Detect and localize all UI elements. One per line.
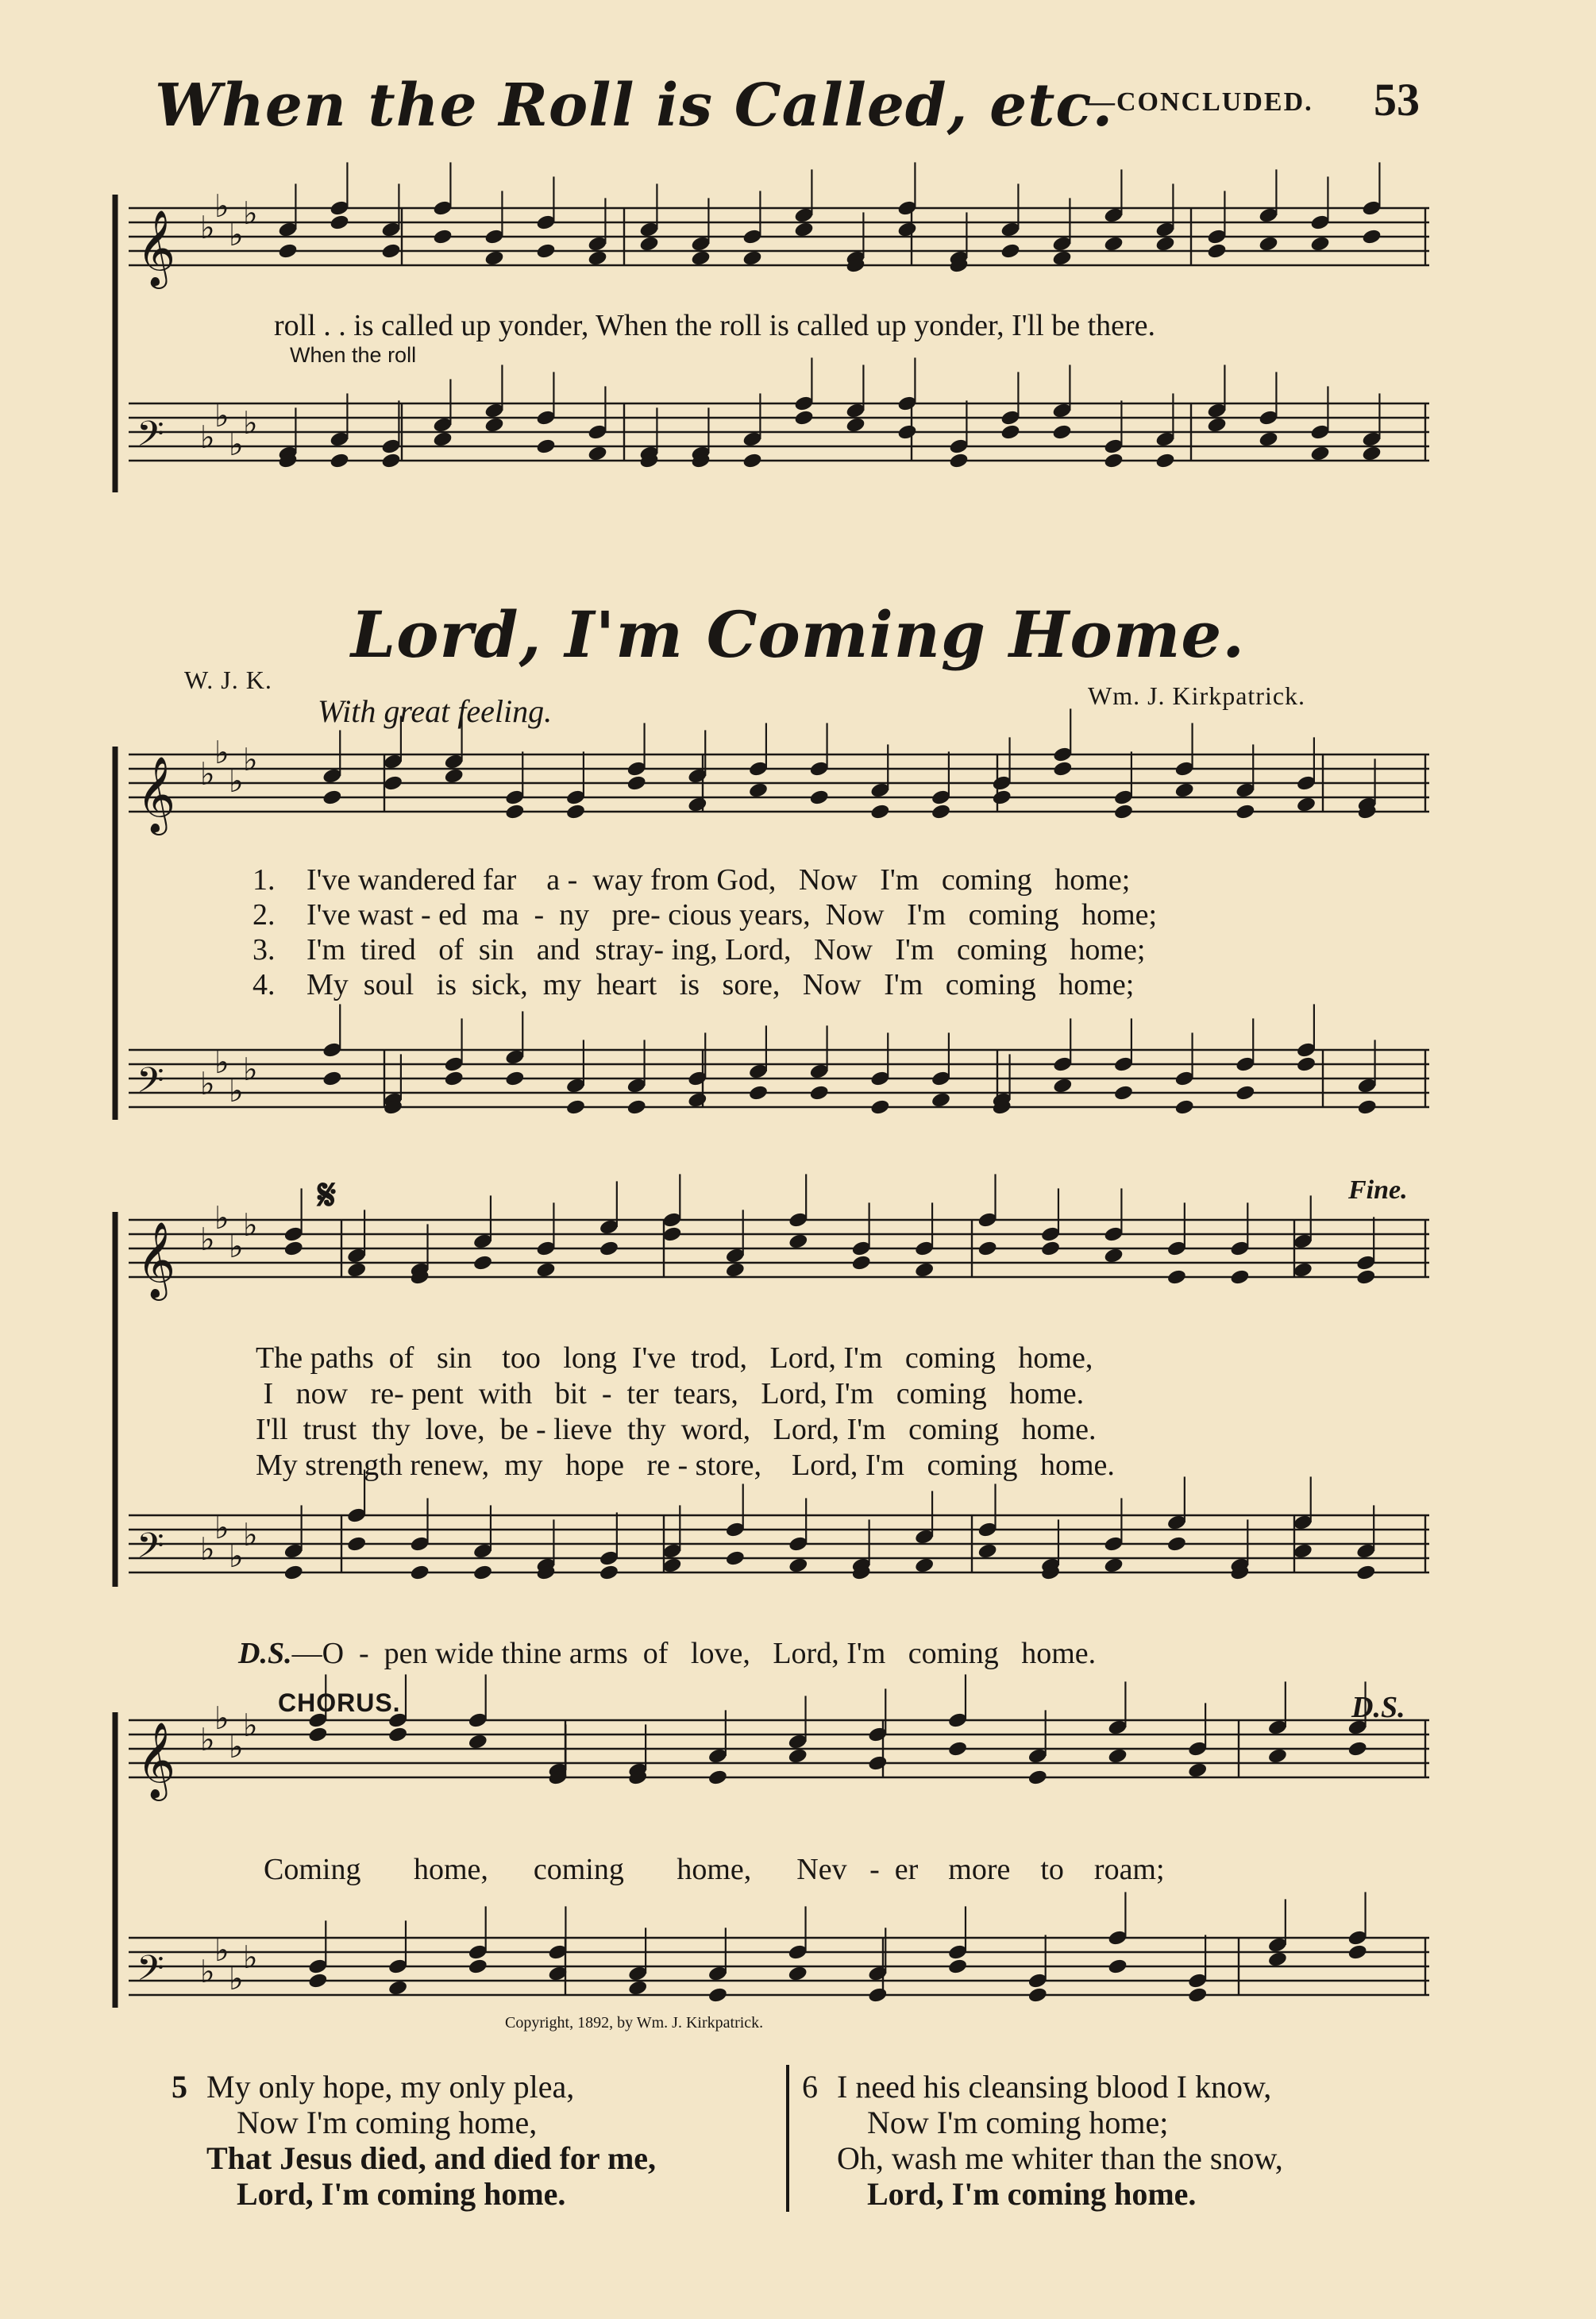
verse-line: I now re- pent with bit - ter tears, Lord, I'm coming home. <box>256 1377 1085 1410</box>
note-head <box>1293 1542 1313 1560</box>
verses-first-half <box>253 862 1157 1002</box>
flat-sign: ♭ <box>229 762 244 800</box>
flat-sign: ♭ <box>243 1206 258 1244</box>
note-head <box>432 430 453 448</box>
note-head <box>687 1091 707 1109</box>
note-head <box>788 1747 808 1765</box>
column-divider <box>786 2065 789 2212</box>
note-head <box>1000 242 1020 260</box>
note-head <box>725 1261 746 1279</box>
flat-sign: ♭ <box>229 1228 244 1265</box>
verse-number: 6 <box>802 2069 818 2105</box>
segno-sign: 𝄋 <box>318 1169 337 1220</box>
note-head <box>627 1979 648 1997</box>
note-head <box>1355 1564 1376 1581</box>
note-head <box>1361 445 1382 462</box>
note-head <box>535 1261 556 1279</box>
chorus-ds-marking: D.S. <box>1351 1691 1405 1724</box>
note-head <box>1296 796 1317 813</box>
note-head <box>851 1254 872 1271</box>
note-head <box>283 1240 304 1257</box>
note-head <box>472 1254 493 1271</box>
note-head <box>387 1979 408 1997</box>
flat-sign: ♭ <box>243 1051 258 1088</box>
note-head <box>380 242 401 260</box>
note-head <box>565 1098 586 1116</box>
note-head <box>1174 1098 1195 1116</box>
flat-sign: ♭ <box>214 397 229 434</box>
note-head <box>1309 235 1330 253</box>
note-head <box>484 416 504 434</box>
flat-sign: ♭ <box>229 1960 244 1997</box>
author-initials: W. J. K. <box>184 666 272 694</box>
note-head <box>1103 452 1124 469</box>
ds-line <box>238 1636 1096 1671</box>
bass-clef: 𝄢 <box>137 413 164 463</box>
note-head <box>599 1240 619 1257</box>
flat-sign: ♭ <box>214 1700 229 1737</box>
flat-sign: ♭ <box>243 404 258 442</box>
note-head <box>283 1564 304 1581</box>
note-head <box>1051 249 1072 267</box>
chorus-label: CHORUS. <box>278 1688 401 1717</box>
note-head <box>690 249 711 267</box>
note-head <box>788 1233 808 1250</box>
note-head <box>1206 416 1227 434</box>
verse-line: I need his cleansing blood I know, <box>837 2069 1272 2105</box>
note-head <box>788 1965 808 1982</box>
flat-sign: ♭ <box>200 1530 215 1568</box>
treble-clef: 𝄞 <box>137 209 175 286</box>
note-head <box>869 803 890 820</box>
note-head <box>1355 1268 1376 1286</box>
note-head <box>748 1084 769 1102</box>
ds-marking: D.S. <box>238 1637 292 1670</box>
flat-sign: ♭ <box>214 1931 229 1969</box>
note-head <box>1027 1986 1048 2004</box>
composer: Wm. J. Kirkpatrick. <box>1088 681 1306 710</box>
verse-line: 3. I'm tired of sin and stray- ing, Lord, Now I'm coming home; <box>253 933 1146 967</box>
note-head <box>346 1261 367 1279</box>
note-head <box>1187 1986 1208 2004</box>
flat-sign: ♭ <box>243 1707 258 1744</box>
note-head <box>1229 1268 1250 1286</box>
note-head <box>1267 1951 1288 1968</box>
verse-5-block <box>172 2068 656 2211</box>
verse-line: Now I'm coming home, <box>237 2105 538 2140</box>
verse-line: My strength renew, my hope re - store, Lord, I'm coming home. <box>256 1449 1115 1482</box>
note-head <box>793 409 814 426</box>
bass-clef: 𝄢 <box>137 1947 164 1997</box>
page-number: 53 <box>1374 74 1420 125</box>
note-head <box>707 1986 728 2004</box>
note-head <box>1296 1055 1317 1073</box>
note-head <box>1051 423 1072 441</box>
verses-second-half <box>256 1341 1115 1484</box>
flat-sign: ♭ <box>200 1065 215 1102</box>
note-head <box>1000 423 1020 441</box>
copyright-notice: Copyright, 1892, by Wm. J. Kirkpatrick. <box>505 2014 764 2032</box>
note-head <box>977 1542 998 1560</box>
note-head <box>1052 760 1073 778</box>
verse-line: Lord, I'm coming home. <box>237 2176 566 2212</box>
note-head <box>947 1740 968 1758</box>
note-head <box>1166 1268 1187 1286</box>
note-head <box>931 803 951 820</box>
verse-line: 1. I've wandered far a - way from God, Now I'm coming home; <box>253 863 1131 897</box>
note-head <box>948 452 969 469</box>
treble-clef: 𝄞 <box>137 755 175 832</box>
note-head <box>661 1225 682 1243</box>
note-head <box>1103 235 1124 253</box>
verse-line: That Jesus died, and died for me, <box>206 2140 657 2176</box>
flat-sign: ♭ <box>229 216 244 253</box>
note-head <box>432 228 453 245</box>
note-head <box>535 242 556 260</box>
verse-line: 4. My soul is sick, my heart is sore, Now I'm coming home; <box>253 968 1135 1001</box>
note-head <box>687 796 707 813</box>
note-head <box>867 1754 888 1772</box>
note-head <box>1155 452 1175 469</box>
flat-sign: ♭ <box>200 1953 215 1990</box>
top-system-lyric: roll . . is called up yonder, When the roll is called up yonder, I'll be there. <box>274 309 1156 342</box>
note-head <box>867 1986 888 2004</box>
flat-sign: ♭ <box>214 1509 229 1546</box>
note-head <box>1347 1943 1368 1961</box>
note-head <box>307 1726 328 1743</box>
note-head <box>1040 1240 1061 1257</box>
note-head <box>788 1557 808 1574</box>
note-head <box>587 249 607 267</box>
verse-number: 5 <box>172 2069 187 2105</box>
note-head <box>1347 1740 1368 1758</box>
note-head <box>742 249 762 267</box>
note-head <box>638 235 659 253</box>
note-head <box>1258 235 1278 253</box>
bass-clef: 𝄢 <box>137 1059 164 1109</box>
flat-sign: ♭ <box>214 187 229 225</box>
flat-sign: ♭ <box>243 195 258 232</box>
note-head <box>472 1564 493 1581</box>
note-head <box>1174 781 1195 799</box>
note-head <box>947 1958 968 1975</box>
verse-line: The paths of sin too long I've trod, Lord, I'm coming home, <box>256 1341 1093 1375</box>
note-head <box>742 452 762 469</box>
note-head <box>468 1958 488 1975</box>
note-head <box>1361 228 1382 245</box>
note-head <box>444 767 465 785</box>
chorus-lyric: Coming home, coming home, Nev - er more to roam; <box>264 1853 1165 1886</box>
flat-sign: ♭ <box>229 1728 244 1765</box>
note-head <box>809 1084 830 1102</box>
flat-sign: ♭ <box>214 1044 229 1081</box>
note-head <box>599 1564 619 1581</box>
flat-sign: ♭ <box>243 741 258 778</box>
flat-sign: ♭ <box>200 209 215 246</box>
note-head <box>896 423 917 441</box>
note-head <box>1027 1769 1048 1786</box>
note-head <box>1107 1958 1128 1975</box>
note-head <box>1103 1247 1124 1264</box>
note-head <box>914 1557 935 1574</box>
bass-cue: When the roll <box>290 343 417 367</box>
note-head <box>587 445 607 462</box>
flat-sign: ♭ <box>243 1939 258 1976</box>
note-head <box>1187 1761 1208 1779</box>
bass-clef: 𝄢 <box>137 1525 164 1575</box>
flat-sign: ♭ <box>229 426 244 463</box>
flat-sign: ♭ <box>243 1516 258 1553</box>
flat-sign: ♭ <box>200 419 215 456</box>
note-head <box>1166 1535 1187 1553</box>
note-head <box>1107 1747 1128 1765</box>
verse-line: Oh, wash me whiter than the snow, <box>837 2140 1283 2176</box>
note-head <box>383 774 403 792</box>
flat-sign: ♭ <box>229 1072 244 1109</box>
note-head <box>809 789 830 806</box>
running-title: When the Roll is Called, etc. <box>155 71 1114 140</box>
verse-line: My only hope, my only plea, <box>206 2069 575 2105</box>
note-head <box>1309 445 1330 462</box>
note-head <box>707 1769 728 1786</box>
verse-6-block <box>802 2068 1283 2211</box>
note-head <box>322 1070 342 1087</box>
treble-clef: 𝄞 <box>137 1721 175 1798</box>
note-head <box>1155 235 1175 253</box>
note-head <box>565 803 586 820</box>
note-head <box>793 221 814 238</box>
treble-clef: 𝄞 <box>137 1221 175 1298</box>
note-head <box>444 1070 465 1087</box>
verse-line: I'll trust thy love, be - lieve thy word, Lord, I'm coming home. <box>256 1413 1097 1446</box>
note-head <box>387 1726 408 1743</box>
note-head <box>1103 1557 1124 1574</box>
note-head <box>410 1564 430 1581</box>
verse-line: 2. I've wast - ed ma - ny pre- cious years, Now I'm coming home; <box>253 898 1158 932</box>
fine-marking: Fine. <box>1348 1175 1408 1205</box>
note-head <box>626 1098 647 1116</box>
note-head <box>1267 1747 1288 1765</box>
note-head <box>307 1972 328 1989</box>
flat-sign: ♭ <box>214 1199 229 1237</box>
flat-sign: ♭ <box>229 1538 244 1575</box>
song-title: Lord, I'm Coming Home. <box>350 597 1246 672</box>
note-head <box>535 438 556 455</box>
note-head <box>748 781 769 799</box>
flat-sign: ♭ <box>214 734 229 771</box>
tempo-marking: With great feeling. <box>318 693 553 729</box>
note-head <box>468 1733 488 1750</box>
note-head <box>277 242 298 260</box>
note-head <box>661 1557 682 1574</box>
note-head <box>977 1240 998 1257</box>
note-head <box>1235 803 1255 820</box>
note-head <box>725 1549 746 1567</box>
note-head <box>504 1070 525 1087</box>
ds-lyric: —O - pen wide thine arms of love, Lord, I'm coming home. <box>291 1637 1097 1670</box>
note-head <box>1113 1084 1134 1102</box>
note-head <box>484 249 504 267</box>
flat-sign: ♭ <box>200 1721 215 1758</box>
note-head <box>346 1535 367 1553</box>
flat-sign: ♭ <box>200 755 215 793</box>
flat-sign: ♭ <box>200 1221 215 1258</box>
note-head <box>1357 1098 1378 1116</box>
verse-line: Lord, I'm coming home. <box>867 2176 1197 2212</box>
note-head <box>992 789 1012 806</box>
note-head <box>1052 1077 1073 1094</box>
concluded-label: —CONCLUDED. <box>1088 87 1313 117</box>
note-head <box>931 1091 951 1109</box>
note-head <box>380 452 401 469</box>
verse-line: Now I'm coming home; <box>867 2105 1169 2140</box>
note-head <box>1235 1084 1255 1102</box>
note-head <box>322 789 342 806</box>
note-head <box>896 221 917 238</box>
note-head <box>869 1098 890 1116</box>
note-head <box>329 214 349 231</box>
note-head <box>504 803 525 820</box>
note-head <box>626 774 647 792</box>
note-head <box>1293 1261 1313 1279</box>
note-head <box>329 452 349 469</box>
note-head <box>1113 803 1134 820</box>
note-head <box>914 1261 935 1279</box>
note-head <box>845 416 865 434</box>
note-head <box>1258 430 1278 448</box>
note-head <box>1206 242 1227 260</box>
